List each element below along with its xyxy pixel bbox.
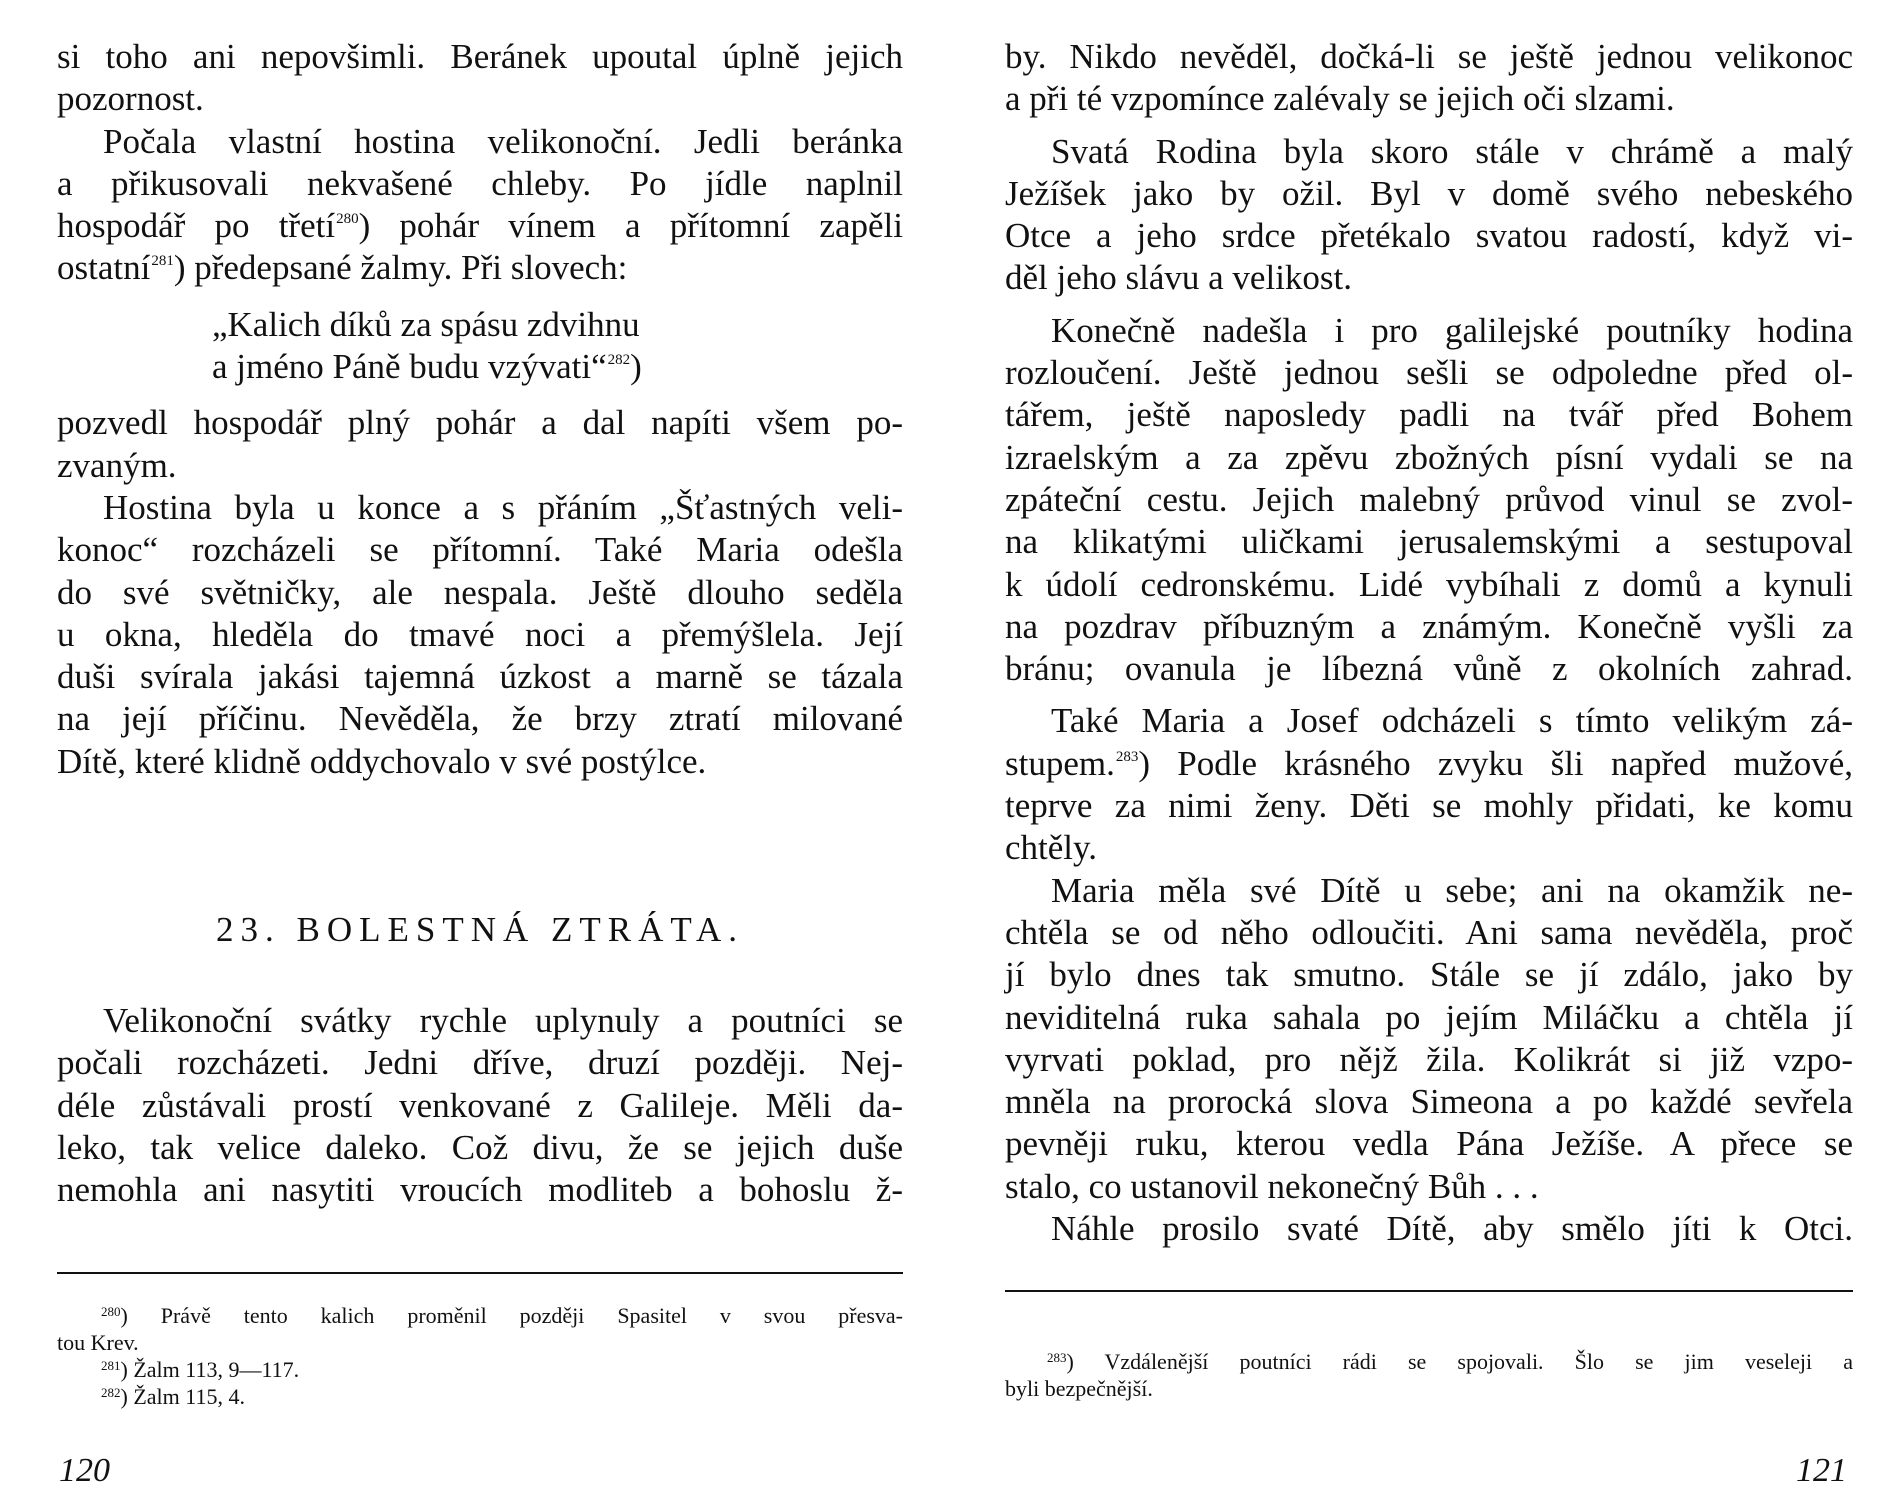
psalm-quote bbox=[212, 304, 903, 389]
text-line: jí bylo dnes tak smutno. Stále se jí zdálo, jako by bbox=[1005, 955, 1853, 995]
text-line: Dítě, které klidně oddychovalo v své postýlce. bbox=[57, 741, 707, 781]
footnote-text: Právě tento kalich proměnil později Spasitel v svou přesva- bbox=[160, 1303, 904, 1328]
left-page bbox=[57, 0, 903, 1500]
text-line: zvaným. bbox=[57, 445, 177, 485]
text-segment: hospodář po třetí bbox=[57, 206, 336, 246]
footnotes bbox=[57, 1302, 903, 1410]
text-segment: ) bbox=[630, 347, 642, 387]
page-number: 121 bbox=[1796, 1452, 1847, 1489]
footnote-ref: 280 bbox=[336, 211, 359, 228]
text-line: a při té vzpomínce zalévaly se jejich oči slzami. bbox=[1005, 79, 1675, 119]
quote-line bbox=[212, 346, 903, 388]
footnote-line: $^{282}$) Žalm 115, 4. bbox=[101, 1384, 245, 1409]
text-line: teprve za nimi ženy. Děti se mohly přidati, ke komu bbox=[1005, 786, 1853, 826]
footnote-text: Žalm 113, 9—117. bbox=[133, 1357, 300, 1382]
text-line: u okna, hleděla do tmavé noci a přemýšlela. Její bbox=[57, 614, 903, 654]
text-line: bránu; ovanula je líbezná vůně z okolních zahrad. bbox=[1005, 649, 1853, 689]
text-segment: ostatní bbox=[57, 248, 151, 288]
text-line: leko, tak velice daleko. Což divu, že se jejich duše bbox=[57, 1127, 903, 1167]
footnote-rule bbox=[1005, 1290, 1853, 1292]
text-line: déle zůstávali prostí venkované z Galileje. Měli da- bbox=[57, 1085, 903, 1125]
text-line: Náhle prosilo svaté Dítě, aby smělo jíti k Otci. bbox=[1051, 1209, 1853, 1249]
paragraph bbox=[57, 402, 903, 487]
chapter-heading: 23. BOLESTNÁ ZTRÁTA. bbox=[215, 910, 744, 949]
text-line: izraelským a za zpěvu zbožných písní vydali se na bbox=[1005, 437, 1853, 477]
text-line: tářem, ještě naposledy padli na tvář před Bohem bbox=[1005, 395, 1853, 435]
text-line: by. Nikdo nevěděl, dočká-li se ještě jednou velikonoc bbox=[1005, 37, 1853, 76]
text-line: nemohla ani nasytiti vroucích modliteb a bohoslu ž- bbox=[57, 1170, 903, 1210]
footnote-ref: 283 bbox=[1115, 748, 1139, 765]
footnote-line: tou Krev. bbox=[57, 1330, 139, 1355]
footnote-mark: 280 bbox=[101, 1304, 121, 1319]
text-line: Ježíšek jako by ožil. Byl v domě svého nebeského bbox=[1005, 173, 1853, 213]
right-text-block bbox=[1005, 36, 1853, 1250]
text-line: si toho ani nepovšimli. Beránek upoutal úplně jejich bbox=[57, 37, 903, 76]
footnotes bbox=[1005, 1348, 1853, 1402]
text-line: rozloučení. Ještě jednou sešli se odpoledne před ol- bbox=[1005, 353, 1853, 393]
paragraph bbox=[1005, 700, 1853, 869]
text-line: chtěly. bbox=[1005, 828, 1097, 868]
left-text-block bbox=[57, 36, 903, 783]
text-segment: stupem. bbox=[1005, 743, 1115, 783]
text-line: zpáteční cestu. Jejich malebný průvod vinul se zvol- bbox=[1005, 479, 1853, 519]
text-line: k údolí cedronskému. Lidé vybíhali z domů a kynuli bbox=[1005, 564, 1853, 604]
paragraph bbox=[1005, 36, 1853, 121]
text-line: duši svírala jakási tajemná úzkost a marně se tázala bbox=[57, 657, 903, 697]
text-line: neviditelná ruka sahala po jejím Miláčku a chtěla jí bbox=[1005, 997, 1853, 1037]
paragraph bbox=[1005, 131, 1853, 300]
paragraph bbox=[57, 121, 903, 290]
text-line: Počala vlastní hostina velikonoční. Jedli beránka bbox=[103, 121, 903, 161]
footnote-mark: 283 bbox=[1047, 1350, 1067, 1365]
text-line: Konečně nadešla i pro galilejské poutníky hodina bbox=[1051, 310, 1853, 350]
text-line: stalo, co ustanovil nekonečný Bůh . . . bbox=[1005, 1166, 1539, 1206]
paragraph bbox=[1005, 310, 1853, 691]
footnote-ref: 282 bbox=[607, 352, 631, 369]
text-segment: ) Podle krásného zvyku šli napřed mužové, bbox=[1138, 743, 1853, 783]
paragraph bbox=[57, 36, 903, 121]
text-line: počali rozcházeti. Jedni dříve, druzí později. Nej- bbox=[57, 1043, 903, 1083]
paragraph bbox=[1005, 870, 1853, 1208]
text-line: Velikonoční svátky rychle uplynuly a poutníci se bbox=[103, 1001, 903, 1040]
text-line: Otce a jeho srdce přetékalo svatou radostí, když vi- bbox=[1005, 216, 1853, 256]
paragraph bbox=[57, 487, 903, 783]
footnote-line: byli bezpečnější. bbox=[1005, 1376, 1153, 1401]
text-line bbox=[1005, 743, 1853, 785]
right-page bbox=[1005, 0, 1853, 1500]
text-line: a přikusovali nekvašené chleby. Po jídle naplnil bbox=[57, 163, 903, 203]
text-line: mněla na prorocká slova Simeona a po každé sevřela bbox=[1005, 1082, 1853, 1122]
footnote-line: $^{281}$) Žalm 113, 9—117. bbox=[101, 1357, 300, 1382]
text-segment: ) předepsané žalmy. Při slovech: bbox=[173, 248, 628, 288]
text-line bbox=[57, 247, 903, 289]
text-line: konoc“ rozcházeli se přítomní. Také Maria odešla bbox=[57, 530, 903, 570]
text-line: vyrvati poklad, pro nějž žila. Kolikrát si již vzpo- bbox=[1005, 1039, 1853, 1079]
text-line: pozornost. bbox=[57, 79, 204, 119]
text-line: chtěla se od něho odloučiti. Ani sama nevěděla, proč bbox=[1005, 912, 1853, 952]
text-line: na pozdrav příbuzným a známým. Konečně vyšli za bbox=[1005, 606, 1853, 646]
text-line: pozvedl hospodář plný pohár a dal napíti všem po- bbox=[57, 403, 903, 443]
text-segment: a jméno Páně budu vzývati“ bbox=[212, 347, 607, 387]
text-line: Hostina byla u konce a s přáním „Šťastných veli- bbox=[103, 487, 903, 527]
paragraph bbox=[1005, 1208, 1853, 1250]
quote-line: „Kalich díků za spásu zdvihnu bbox=[212, 304, 640, 344]
footnote-line: $^{283}$) Vzdálenější poutníci rádi se spojovali. Šlo se jim veseleji a bbox=[1047, 1349, 1853, 1374]
text-segment: ) pohár vínem a přítomní zapěli bbox=[358, 206, 903, 246]
text-line: Také Maria a Josef odcházeli s tímto velikým zá- bbox=[1051, 701, 1853, 741]
text-line bbox=[57, 205, 903, 247]
footnote-text: Žalm 115, 4. bbox=[133, 1384, 245, 1409]
text-line: na klikatými uličkami jerusalemskými a sestupoval bbox=[1005, 522, 1853, 562]
footnote-rule bbox=[57, 1272, 903, 1274]
text-line: na její příčinu. Nevěděla, že brzy ztratí milované bbox=[57, 699, 903, 739]
footnote-line: $^{280}$) Právě tento kalich proměnil později Spasitel v svou přesva- bbox=[101, 1303, 904, 1328]
paragraph bbox=[57, 1000, 903, 1211]
left-text-block-2 bbox=[57, 1000, 903, 1211]
page-number: 120 bbox=[59, 1452, 110, 1489]
text-line: děl jeho slávu a velikost. bbox=[1005, 258, 1353, 298]
text-line: Maria měla své Dítě u sebe; ani na okamžik ne- bbox=[1051, 870, 1853, 910]
text-line: pevněji ruku, kterou vedla Pána Ježíše. A přece se bbox=[1005, 1124, 1853, 1164]
footnote-mark: 281 bbox=[101, 1358, 121, 1373]
footnote-mark: 282 bbox=[101, 1385, 121, 1400]
footnote-text: Vzdálenější poutníci rádi se spojovali. Šlo se jim veseleji a bbox=[1104, 1349, 1853, 1374]
footnote-ref: 281 bbox=[151, 253, 174, 270]
text-line: Svatá Rodina byla skoro stále v chrámě a malý bbox=[1051, 131, 1853, 171]
text-line: do své světničky, ale nespala. Ještě dlouho seděla bbox=[57, 572, 903, 612]
